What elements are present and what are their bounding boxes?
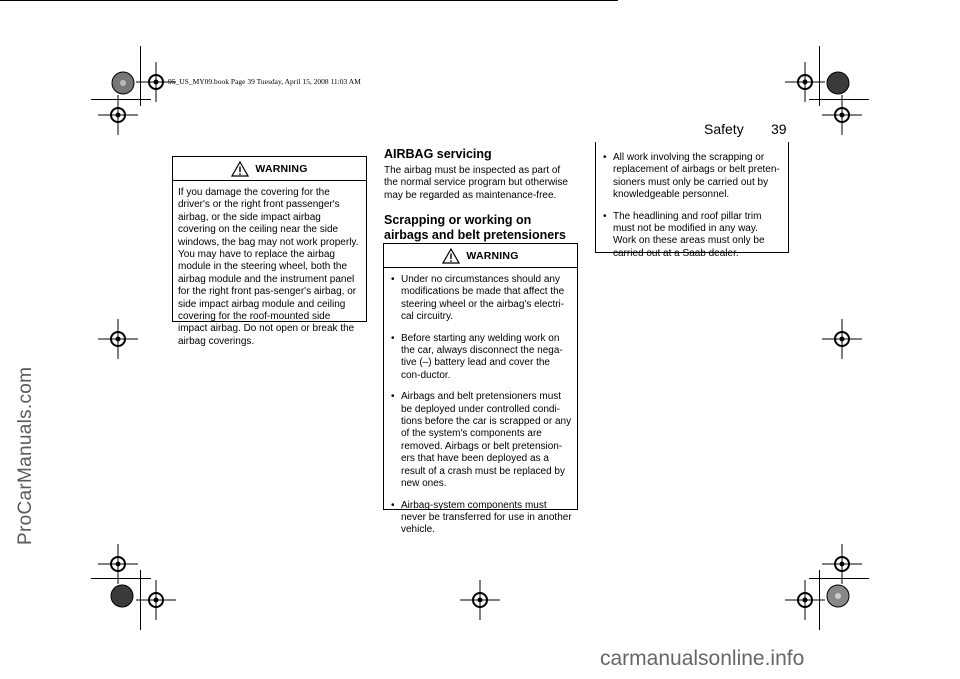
warning-body [596,142,788,273]
header-rule [0,0,618,1]
warning-box-continued [595,142,789,259]
airbag-servicing-text: The airbag must be inspected as part of the normal service program but otherwise may be regarded as maintenance-free. [384,165,568,201]
registration-mark-icon [460,580,500,620]
warning-text: If you damage the covering for the driver's or the right front passenger's airbag, or the side impact airbag covering on the ceiling near the side windows, the bag may not work properly. You may have to replace the airbag module in the steering wheel, both the airbag module and the instrument panel for the right front pas-senger's airbag, or side impact airbag module and ceiling covering for the roof-mounted side impact airbag. Do not open or break the airbag coverings. [178,187,359,347]
warning-body [173,181,366,352]
warning-box-header [173,157,366,181]
color-bar-target-icon [826,71,850,95]
side-watermark: ProCarManuals.com [15,366,36,545]
registration-mark-icon [136,580,176,620]
registration-mark-icon [822,95,862,135]
list-item: • Under no circumstances should any modifications be made that affect the steering wheel or the airbag's electri-cal circuitry. [389,274,572,324]
registration-mark-icon [822,544,862,584]
registration-mark-icon [822,319,862,359]
warning-title: WARNING [466,249,519,262]
warning-box-scrapping [383,243,578,536]
registration-mark-icon [98,319,138,359]
list-item: • Before starting any welding work on the car, always disconnect the nega-tive (–) battery lead and cover the con-ductor. [389,333,572,383]
airbag-servicing-section [384,147,576,243]
registration-mark-icon [98,544,138,584]
bottom-watermark: carmanualsonline.info [600,647,805,670]
warning-box-header [384,244,577,268]
warning-triangle-icon [231,161,249,177]
list-item: • Airbags and belt pretensioners must be deployed under controlled condi-tions before the car is scrapped or any of the system's components are removed. Airbags or belt pretension-ers that have been deployed as a result of a crash must be replaced by new ones. [389,391,572,490]
section-heading-scrapping: Scrapping or working on airbags and belt pretensioners [384,213,566,243]
registration-mark-icon [98,95,138,135]
list-item: • All work involving the scrapping or replacement of airbags or belt preten-sioners must only be carried out by knowledgeable personnel. [601,152,783,202]
section-title: Safety [704,121,744,137]
color-bar-target-icon [111,71,135,95]
warning-list [601,152,783,260]
registration-mark-icon [136,62,176,102]
color-bar-target-icon [826,584,850,608]
color-bar-target-icon [110,584,134,608]
warning-title: WARNING [255,162,308,175]
warning-triangle-icon [442,248,460,264]
page-number: 39 [771,121,787,137]
warning-body [384,268,577,550]
print-file-header: 95_US_MY09.book Page 39 Tuesday, April 15, 2008 11:03 AM [168,77,361,86]
list-item: • Airbag-system components must never be transferred for use in another vehicle. [389,500,572,537]
registration-mark-icon [785,580,825,620]
warning-box-damage [172,156,367,347]
section-heading-airbag-servicing: AIRBAG servicing [384,147,492,161]
warning-list [389,274,572,537]
registration-mark-icon [785,62,825,102]
list-item: • The headlining and roof pillar trim must not be modified in any way. Work on these areas must only be carried out at a Saab dealer. [601,211,783,261]
